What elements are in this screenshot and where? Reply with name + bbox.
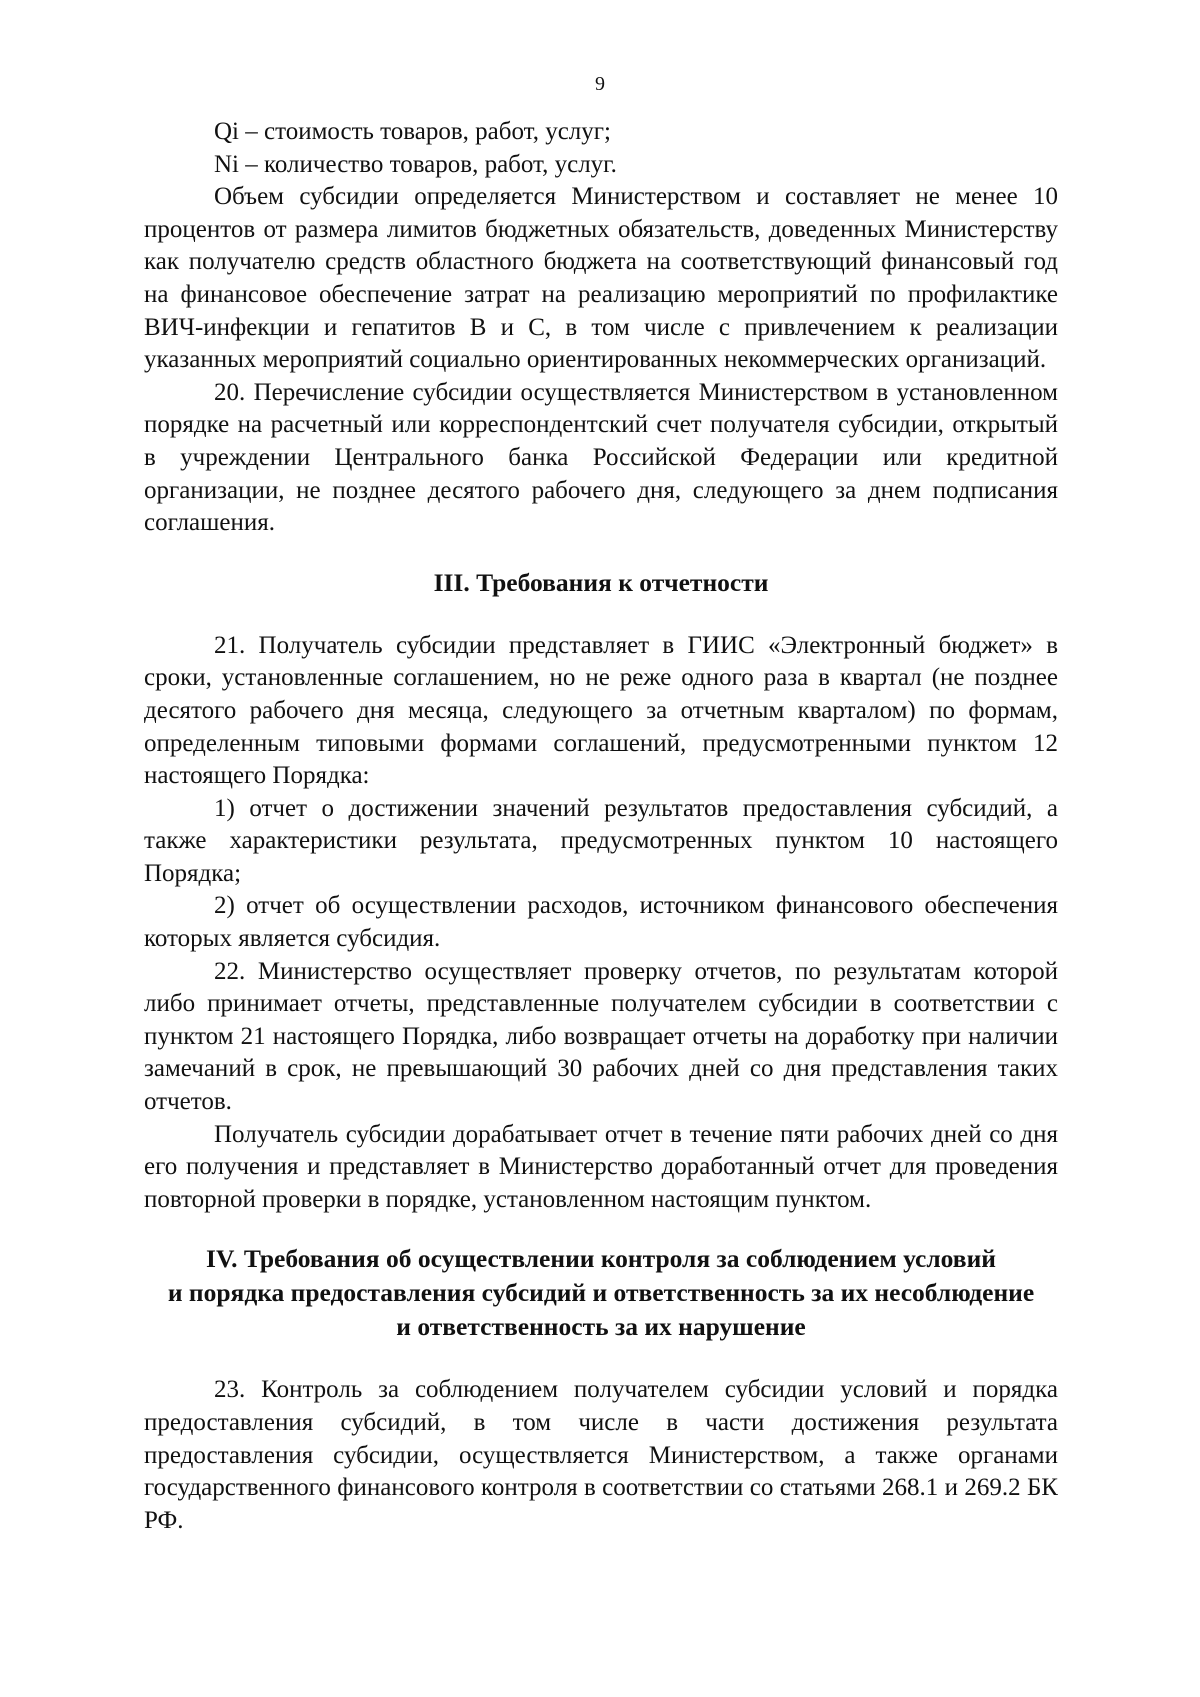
paragraph-20: 20. Перечисление субсидии осуществляется Министерством в установленном порядке на расчетный или корреспондентский счет получателя субсидии, открытый в учреждении Центрального банка Российской Федерации или кредитной организации, не позднее десятого рабочего дня, следующего за днем подписания соглашения. — [144, 378, 1058, 537]
spacer — [144, 1216, 1058, 1242]
paragraph-22: 22. Министерство осуществляет проверку отчетов, по результатам которой либо принимает отчеты, представленные получателем субсидии в соответствии с пунктом 21 настоящего Порядка, либо возвращает отчеты на доработку при наличии замечаний в срок, не превышающий 30 рабочих дней со дня представления таких отчетов. — [144, 957, 1058, 1116]
section-4-heading-line-3: и ответственность за их нарушение — [396, 1312, 806, 1342]
document-body — [144, 116, 1058, 1537]
paragraph-23: 23. Контроль за соблюдением получателем субсидии условий и порядка предоставления субсидий, в том числе в части достижения результата предоставления субсидии, осуществляется Министерством, а также органами государственного финансового контроля в соответствии со статьями 268.1 и 269.2 БК РФ. — [144, 1376, 1058, 1534]
paragraph-21: 21. Получатель субсидии представляет в ГИИС «Электронный бюджет» в сроки, установленные соглашением, но не реже одного раза в квартал (не позднее десятого рабочего дня месяца, следующего за отчетным кварталом) по формам, определенным типовыми формами соглашений, предусмотренными пунктом 12 настоящего Порядка: — [144, 631, 1058, 790]
section-4-heading — [144, 1242, 1058, 1344]
paragraph-21-item-1: 1) отчет о достижении значений результатов предоставления субсидий, а также характеристики результата, предусмотренных пунктом 10 настоящего Порядка; — [144, 794, 1058, 887]
section-4-heading-line-2: и порядка предоставления субсидий и ответственность за их несоблюдение — [167, 1278, 1035, 1308]
spacer — [144, 1344, 1058, 1374]
spacer — [144, 600, 1058, 630]
page-number: 9 — [595, 73, 605, 95]
paragraph-subsidy-volume: Объем субсидии определяется Министерством и составляет не менее 10 процентов от размера лимитов бюджетных обязательств, доведенных Министерству как получателю средств областного бюджета на соответствующий финансовый год на финансовое обеспечение затрат на реализацию мероприятий по профилактике ВИЧ-инфекции и гепатитов В и С, в том числе с привлечением к реализации указанных мероприятий социально ориентированных некоммерческих организаций. — [144, 183, 1058, 374]
paragraph-22-rework: Получатель субсидии дорабатывает отчет в течение пяти рабочих дней со дня его получения и представляет в Министерство доработанный отчет для проведения повторной проверки в порядке, установленном настоящим пунктом. — [144, 1120, 1058, 1213]
paragraph-21-item-2: 2) отчет об осуществлении расходов, источником финансового обеспечения которых является субсидия. — [144, 892, 1058, 953]
paragraph-qi: Qi – стоимость товаров, работ, услуг; — [214, 118, 611, 145]
section-4-heading-line-1: IV. Требования об осуществлении контроля за соблюдением условий — [206, 1244, 996, 1274]
section-3-heading: III. Требования к отчетности — [433, 567, 769, 597]
spacer — [144, 540, 1058, 566]
paragraph-ni: Ni – количество товаров, работ, услуг. — [214, 150, 617, 178]
